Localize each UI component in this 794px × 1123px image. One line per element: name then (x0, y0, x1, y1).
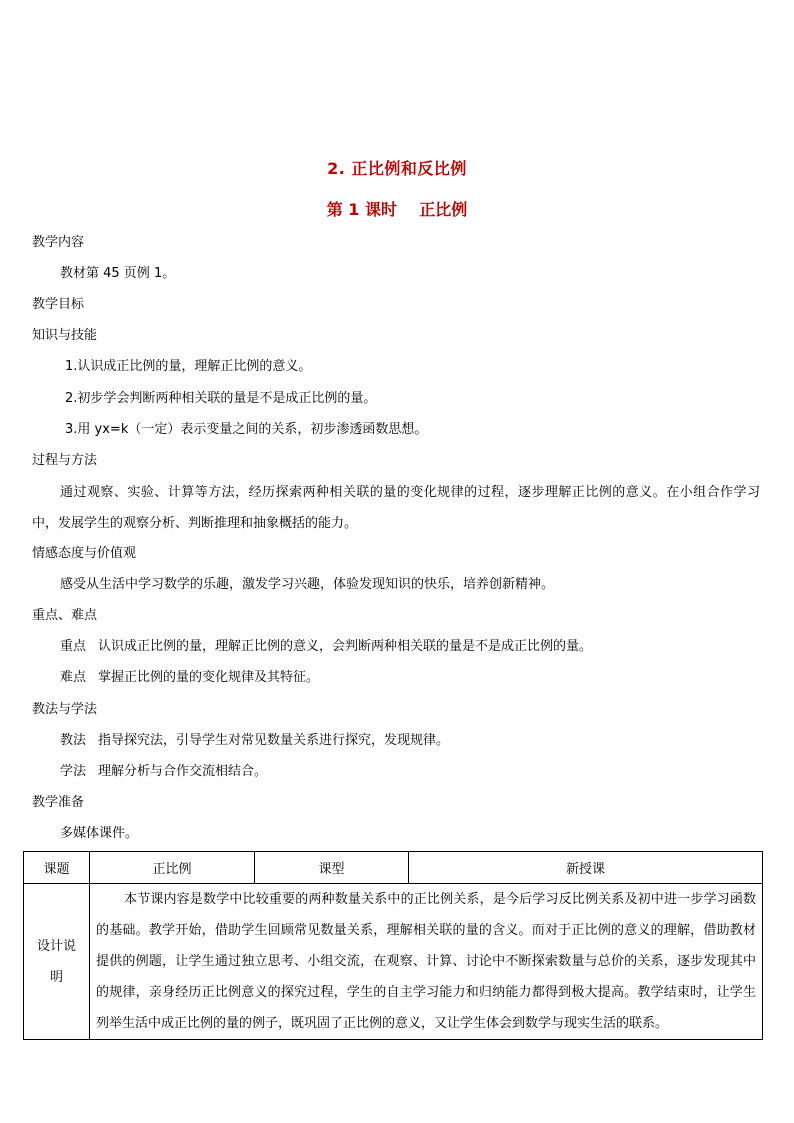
lesson-info-table (23, 851, 763, 1040)
design-text-cell: 本节课内容是数学中比较重要的两种数量关系中的正比例关系，是今后学习反比例关系及初中进一步学习函数的基础。教学开始，借助学生回顾常见数量关系，理解相关联的量的含义。而对于正比例的意义的理解，借助教材提供的例题，让学生通过独立思考、小组交流，在观察、计算、讨论中不断探索数量与总价的关系，逐步发现其中的规律，亲身经历正比例意义的探究过程，学生的自主学习能力和归纳能力都得到极大提高。教学结束时，让学生列举生活中成正比例的量的例子，既巩固了正比例的意义，又让学生体会到数学与现实生活的联系。 (90, 884, 763, 1040)
type-label-cell: 课型 (255, 852, 409, 884)
difficulty-point (60, 668, 319, 688)
learn-method (60, 762, 267, 782)
prep-heading: 教学准备 (32, 795, 85, 810)
key-text: 认识成正比例的量，理解正比例的意义，会判断两种相关联的量是不是成正比例的量。 (98, 639, 593, 654)
knowledge-item-3: 3.用 yx=k（一定）表示变量之间的关系，初步渗透函数思想。 (65, 422, 428, 437)
difficulty-label: 难点 (60, 670, 87, 685)
type-value-cell: 新授课 (409, 852, 763, 884)
topic-value-cell: 正比例 (90, 852, 255, 884)
attitude-text: 感受从生活中学习数学的乐趣，激发学习兴趣，体验发现知识的快乐，培养创新精神。 (60, 577, 555, 592)
teach-method (60, 731, 449, 751)
key-label: 重点 (60, 639, 87, 654)
teach-label: 教法 (60, 733, 87, 748)
topic-label-cell: 课题 (24, 852, 90, 884)
lesson-subtitle: 第 1 课时 正比例 (326, 200, 468, 219)
difficulty-text: 掌握正比例的量的变化规律及其特征。 (98, 670, 320, 685)
content-text: 教材第 45 页例 1。 (60, 266, 176, 281)
content-heading: 教学内容 (32, 235, 85, 250)
design-label-cell (24, 884, 90, 1040)
process-heading: 过程与方法 (32, 453, 98, 468)
table-row (24, 884, 763, 1040)
goals-heading: 教学目标 (32, 297, 85, 312)
design-label-line-2: 明 (49, 969, 63, 985)
knowledge-item-2: 2.初步学会判断两种相关联的量是不是成正比例的量。 (65, 391, 377, 406)
prep-text: 多媒体课件。 (60, 826, 139, 841)
attitude-heading: 情感态度与价值观 (32, 546, 137, 561)
key-point (60, 637, 592, 657)
teach-text: 指导探究法，引导学生对常见数量关系进行探究，发现规律。 (98, 733, 450, 748)
process-text: 通过观察、实验、计算等方法，经历探索两种相关联的量的变化规律的过程，逐步理解正比例的意义。在小组合作学习中，发展学生的观察分析、判断推理和抽象概括的能力。 (32, 485, 760, 531)
knowledge-heading: 知识与技能 (32, 328, 98, 343)
lesson-title: 2. 正比例和反比例 (327, 159, 467, 178)
learn-label: 学法 (60, 764, 87, 779)
knowledge-item-1: 1.认识成正比例的量，理解正比例的意义。 (65, 359, 312, 374)
method-heading: 教法与学法 (32, 702, 98, 717)
design-label-line-1: 设计说 (36, 938, 76, 954)
key-heading: 重点、难点 (32, 608, 98, 623)
learn-text: 理解分析与合作交流相结合。 (98, 764, 268, 779)
table-row (24, 852, 763, 884)
